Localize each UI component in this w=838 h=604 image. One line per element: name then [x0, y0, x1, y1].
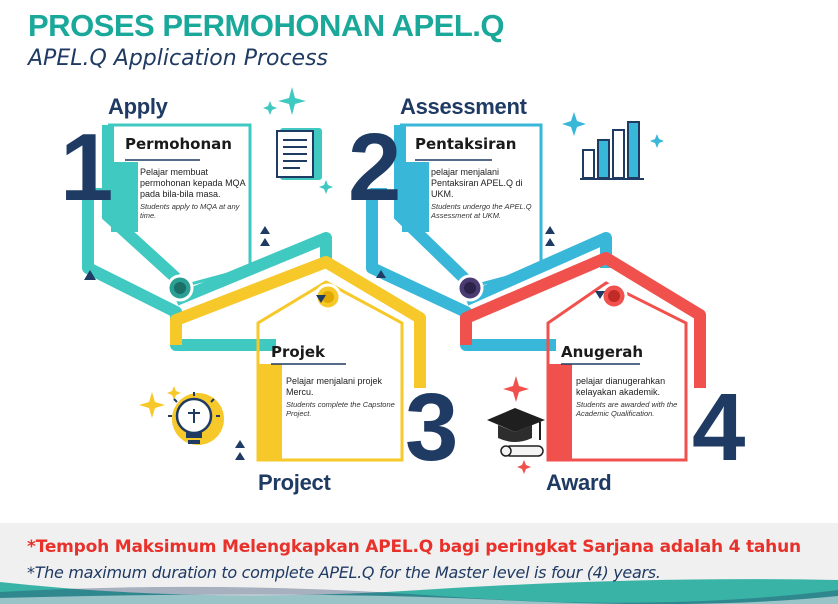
step-3-label: Project — [258, 470, 331, 495]
step-2-card-title: Pentaksiran — [415, 135, 517, 153]
step-3-card-body — [286, 376, 401, 418]
lightbulb-icon — [168, 392, 224, 445]
step-2-number: 2 — [348, 114, 402, 221]
bar-chart-icon — [580, 122, 644, 179]
step-2-text-ms: pelajar menjalani Pentaksiran APEL.Q di UKM. — [431, 167, 523, 199]
step-1-text-ms: Pelajar membuat permohonan kepada MQA pada bila-bila masa. — [140, 167, 246, 199]
step-1-label: Apply — [108, 94, 168, 119]
footer-note-en: *The maximum duration to complete APEL.Q for the Master level is four (4) years. — [27, 563, 661, 582]
step-3-text-en: Students complete the Capstone Project. — [286, 400, 395, 418]
step-2-card-body — [431, 167, 546, 220]
step-3-card-title: Projek — [271, 343, 325, 361]
page-subtitle: APEL.Q Application Process — [28, 46, 329, 71]
step-1-number: 1 — [60, 114, 114, 221]
step-3-number: 3 — [405, 374, 459, 481]
step-4-label: Award — [546, 470, 612, 495]
step-4-card-title: Anugerah — [561, 343, 644, 361]
step-4-text-en: Students are awarded with the Academic Qualification. — [576, 400, 678, 418]
step-4-number: 4 — [692, 374, 746, 481]
page-title: PROSES PERMOHONAN APEL.Q — [28, 8, 505, 43]
document-icon — [277, 128, 322, 180]
graduation-cap-icon — [487, 408, 545, 456]
step-1-text-en: Students apply to MQA at any time. — [140, 202, 240, 220]
step-2-label: Assessment — [400, 94, 527, 119]
footer-note-ms: *Tempoh Maksimum Melengkapkan APEL.Q bagi peringkat Sarjana adalah 4 tahun — [27, 537, 801, 557]
step-3-text-ms: Pelajar menjalani projek Mercu. — [286, 376, 383, 397]
step-1-card-body — [140, 167, 255, 220]
step-4-text-ms: pelajar dianugerahkan kelayakan akademik. — [576, 376, 666, 397]
step-4-card-body — [576, 376, 691, 418]
step-1-card-title: Permohonan — [125, 135, 232, 153]
step-2-text-en: Students undergo the APEL.Q Assessment at UKM. — [431, 202, 532, 220]
